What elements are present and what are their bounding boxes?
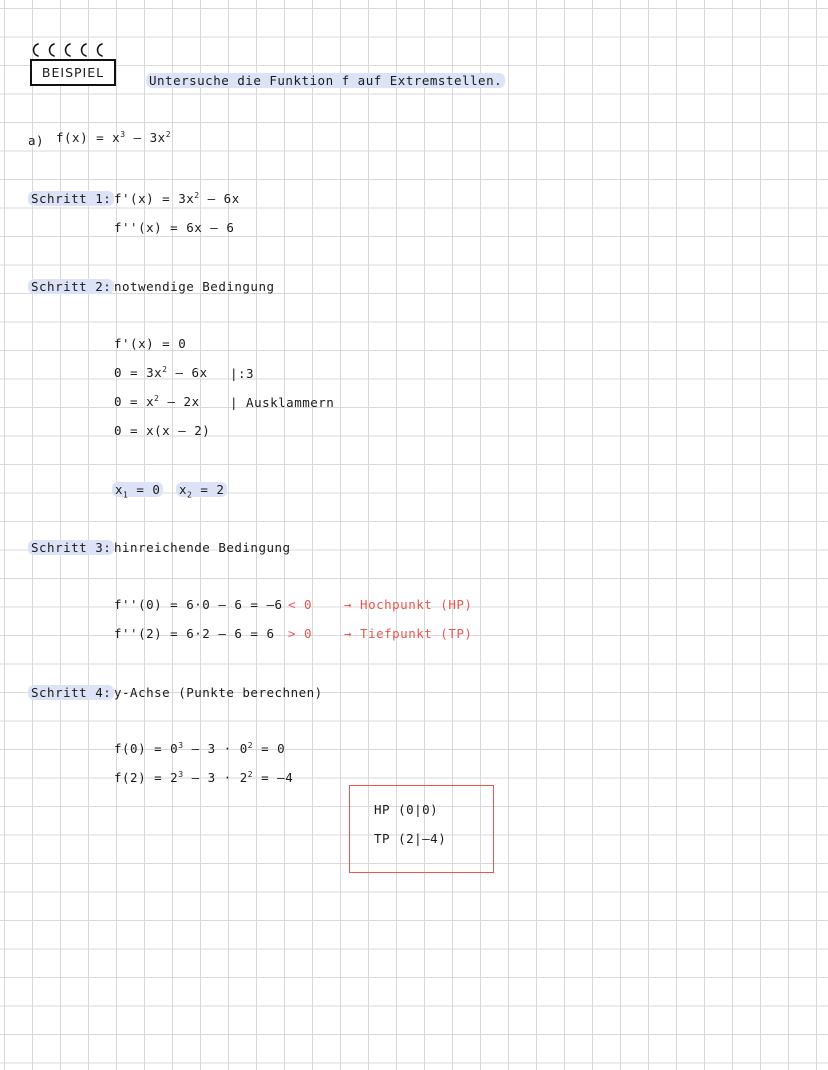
first-derivative: $f'(x) = 3x^2 - 6x$ [114, 191, 240, 207]
check-hp-eq: f''(0) = 6·0 – 6 = –6 [114, 597, 283, 612]
result-box [349, 785, 494, 873]
step2-eq: $0 = 3x^2 - 6x$ [114, 365, 208, 381]
step4-heading: y-Achse (Punkte berechnen) [114, 685, 323, 700]
result-hp: HP (0|0) [374, 802, 439, 817]
task-label: a) [28, 133, 45, 148]
check-tp-eq: f''(2) = 6·2 – 6 = 6 [114, 626, 275, 641]
step2-eq: 0 = x(x – 2) [114, 423, 211, 438]
step2-note: | Ausklammern [230, 395, 335, 410]
beispiel-badge: BEISPIEL [30, 59, 116, 86]
y-value-f0: $f(0) = 0^3 - 3 \cdot 0^2 = 0$ [114, 741, 286, 757]
step2-eq: $0 = x^2 - 2x$ [114, 394, 200, 410]
check-tp-result: → Tiefpunkt (TP) [344, 626, 473, 641]
task-title: Untersuche die Funktion f auf Extremstellen. [146, 73, 505, 88]
step4-label: Schritt 4: [28, 685, 114, 700]
check-tp-cmp: > 0 [288, 626, 313, 641]
step2-label: Schritt 2: [28, 279, 114, 294]
task-function: $f(x) = x^3 - 3x^2$ [56, 130, 172, 146]
root-x2: $x_2 = 2$ [176, 482, 227, 500]
check-hp-result: → Hochpunkt (HP) [344, 597, 473, 612]
step3-heading: hinreichende Bedingung [114, 540, 291, 555]
step1-label: Schritt 1: [28, 191, 114, 206]
step3-label: Schritt 3: [28, 540, 114, 555]
check-hp-cmp: < 0 [288, 597, 313, 612]
second-derivative: f''(x) = 6x – 6 [114, 220, 235, 235]
binder-rings-icon [30, 40, 120, 60]
root-x1: $x_1 = 0$ [112, 482, 163, 500]
step2-heading: notwendige Bedingung [114, 279, 275, 294]
step2-note: |:3 [230, 366, 255, 381]
step2-eq: f'(x) = 0 [114, 336, 187, 351]
y-value-f2: $f(2) = 2^3 - 3 \cdot 2^2 = -4$ [114, 770, 294, 786]
result-tp: TP (2|–4) [374, 831, 447, 846]
